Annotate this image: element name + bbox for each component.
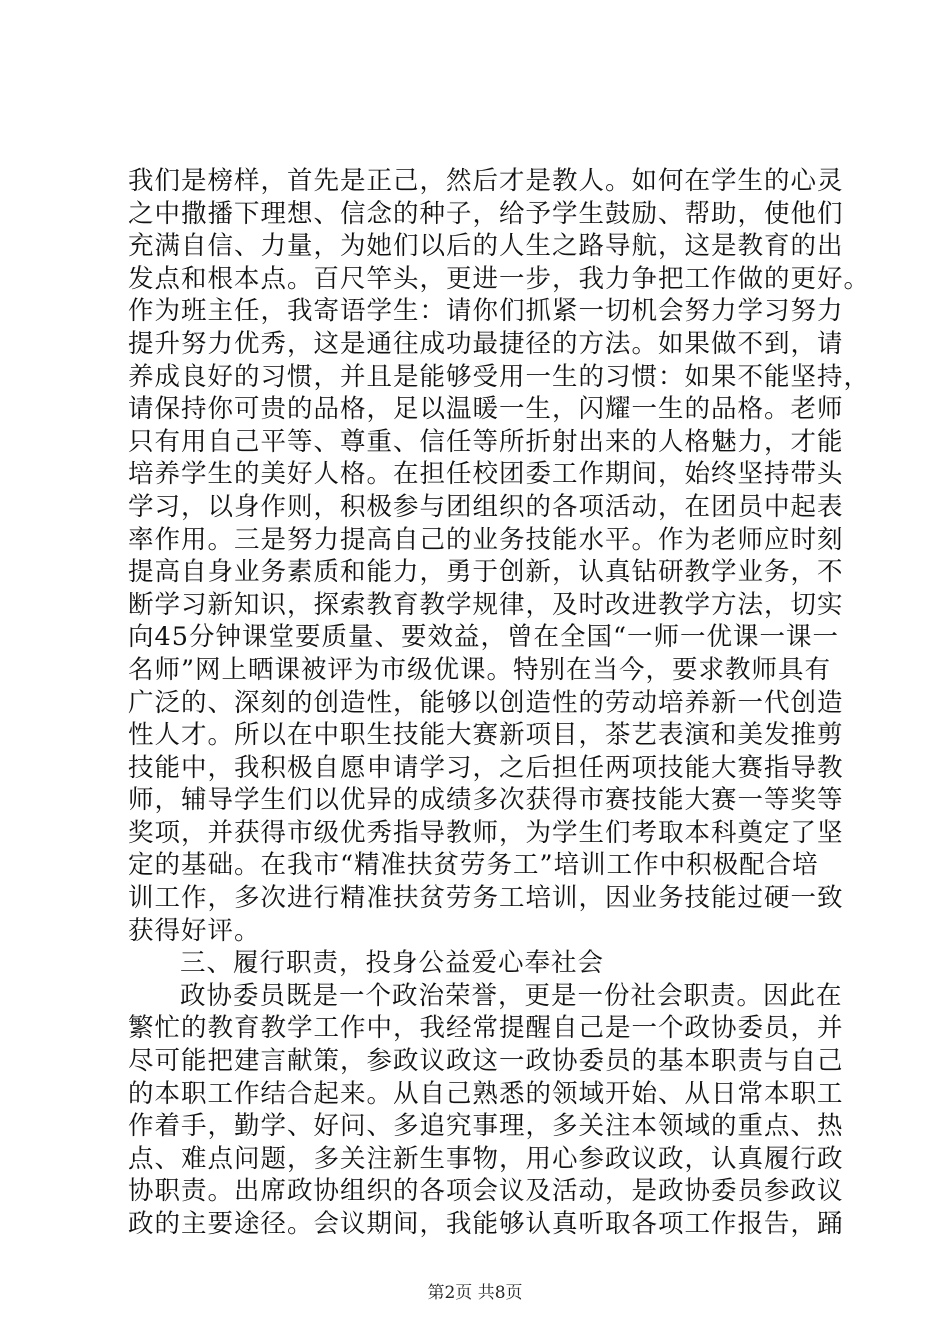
text-line: 政的主要途径。会议期间，我能够认真听取各项工作报告，踊 — [128, 1209, 844, 1239]
text-line: 协职责。出席政协组织的各项会议及活动，是政协委员参政议 — [128, 1176, 844, 1207]
text-line: 提高自身业务素质和能力，勇于创新，认真钻研教学业务，不 — [128, 557, 844, 588]
text-line: 获得好评。 — [128, 915, 261, 946]
text-line: 的本职工作结合起来。从自己熟悉的领域开始、从日常本职工 — [128, 1078, 844, 1109]
text-line: 作着手，勤学、好问、多追究事理，多关注本领域的重点、热 — [128, 1111, 844, 1142]
text-line: 只有用自己平等、尊重、信任等所折射出来的人格魅力，才能 — [128, 426, 844, 457]
page-number-label: 第2页 共8页 — [427, 1283, 523, 1303]
text-line: 学习，以身作则，积极参与团组织的各项活动，在团员中起表 — [128, 491, 844, 522]
section-heading: 三、履行职责，投身公益爱心奉社会 — [180, 948, 605, 979]
text-line: 率作用。三是努力提高自己的业务技能水平。作为老师应时刻 — [128, 524, 844, 555]
text-line: 我们是榜样，首先是正己，然后才是教人。如何在学生的心灵 — [128, 166, 844, 196]
text-line: 奖项，并获得市级优秀指导教师，为学生们考取本科奠定了坚 — [128, 817, 844, 848]
text-line: 之中撒播下理想、信念的种子，给予学生鼓励、帮助，使他们 — [128, 198, 844, 229]
text-line: 请保持你可贵的品格，足以温暖一生，闪耀一生的品格。老师 — [128, 394, 844, 425]
text-line: 培养学生的美好人格。在担任校团委工作期间，始终坚持带头 — [128, 459, 844, 490]
text-line: 向45分钟课堂要质量、要效益，曾在全国“一师一优课一课一 — [128, 622, 839, 653]
text-line: 断学习新知识，探索教育教学规律，及时改进教学方法，切实 — [128, 589, 844, 620]
text-line: 点、难点问题，多关注新生事物，用心参政议政，认真履行政 — [128, 1143, 844, 1174]
text-line: 性人才。所以在中职生技能大赛新项目，茶艺表演和美发推剪 — [128, 720, 844, 751]
text-line: 繁忙的教育教学工作中，我经常提醒自己是一个政协委员，并 — [128, 1013, 844, 1044]
document-body — [128, 165, 871, 1241]
text-line: 充满自信、力量，为她们以后的人生之路导航，这是教育的出 — [128, 231, 844, 262]
paragraph-first-line: 政协委员既是一个政治荣誉，更是一份社会职责。因此在 — [180, 980, 843, 1011]
text-line: 名师”网上晒课被评为市级优课。特别在当今，要求教师具有 — [128, 654, 832, 685]
text-line: 定的基础。在我市“精准扶贫劳务工”培训工作中积极配合培 — [128, 850, 819, 881]
text-line: 广泛的、深刻的创造性，能够以创造性的劳动培养新一代创造 — [128, 687, 844, 718]
text-line: 养成良好的习惯，并且是能够受用一生的习惯：如果不能坚持， — [128, 361, 871, 392]
text-line: 师，辅导学生们以优异的成绩多次获得市赛技能大赛一等奖等 — [128, 785, 844, 816]
text-line: 作为班主任，我寄语学生：请你们抓紧一切机会努力学习努力 — [128, 296, 844, 327]
text-line: 发点和根本点。百尺竿头，更进一步，我力争把工作做的更好。 — [128, 263, 871, 294]
page-footer — [0, 1278, 950, 1303]
text-line: 尽可能把建言献策，参政议政这一政协委员的基本职责与自己 — [128, 1046, 844, 1077]
text-line: 训工作，多次进行精准扶贫劳务工培训，因业务技能过硬一致 — [128, 883, 844, 914]
text-line: 提升努力优秀，这是通往成功最捷径的方法。如果做不到，请 — [128, 328, 844, 359]
text-line: 技能中，我积极自愿申请学习，之后担任两项技能大赛指导教 — [128, 752, 844, 783]
